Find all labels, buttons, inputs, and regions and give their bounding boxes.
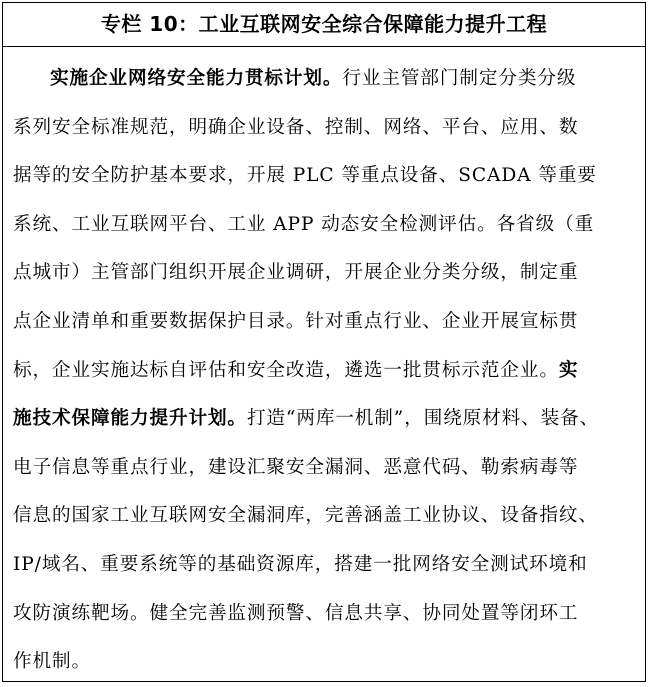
body-line-9 bbox=[13, 444, 635, 493]
line-text: 电子信息等重点行业，建设汇聚安全漏洞、恶意代码、勒索病毒等 bbox=[13, 456, 579, 478]
bold-heading-2-rest: 施技术保障能力提升计划。 bbox=[13, 408, 247, 430]
bold-heading-1: 实施企业网络安全能力贯标计划。 bbox=[50, 68, 343, 89]
line-text: 打造“两库一机制”，围绕原材料、装备、 bbox=[246, 408, 600, 430]
body-line-13 bbox=[13, 638, 635, 687]
column-box bbox=[2, 2, 646, 682]
body-line-12 bbox=[13, 590, 635, 639]
body-line-8 bbox=[13, 395, 635, 444]
line-text: 系列安全标准规范，明确企业设备、控制、网络、平台、应用、数 bbox=[13, 116, 579, 138]
line-text: 标，企业实施达标自评估和安全改造，遴选一批贯标示范企业。 bbox=[13, 359, 559, 381]
body-line-3 bbox=[13, 152, 635, 201]
body-line-1 bbox=[13, 55, 635, 104]
line-text: 系统、工业互联网平台、工业 APP 动态安全检测评估。各省级（重 bbox=[13, 213, 595, 235]
body-line-11 bbox=[13, 541, 635, 590]
column-title: 专栏 10：工业互联网安全综合保障能力提升工程 bbox=[3, 3, 645, 47]
line-text: 据等的安全防护基本要求，开展 PLC 等重点设备、SCADA 等重要 bbox=[13, 165, 597, 187]
line-text: 点企业清单和重要数据保护目录。针对重点行业、企业开展宣标贯 bbox=[13, 310, 579, 332]
line-text: IP/域名、重要系统等的基础资源库，搭建一批网络安全测试环境和 bbox=[13, 553, 588, 575]
line-text: 作机制。 bbox=[13, 651, 91, 673]
column-body bbox=[3, 47, 645, 687]
line-text: 信息的国家工业互联网安全漏洞库，完善涵盖工业协议、设备指纹、 bbox=[13, 505, 598, 527]
body-line-7 bbox=[13, 347, 635, 396]
body-line-4 bbox=[13, 201, 635, 250]
line-text: 行业主管部门制定分类分级 bbox=[342, 68, 577, 89]
line-text: 攻防演练靶场。健全完善监测预警、信息共享、协同处置等闭环工 bbox=[13, 602, 579, 624]
body-line-6 bbox=[13, 298, 635, 347]
bold-heading-2-start: 实 bbox=[558, 359, 579, 381]
line-text: 点城市）主管部门组织开展企业调研，开展企业分类分级，制定重 bbox=[13, 262, 579, 284]
body-line-5 bbox=[13, 249, 635, 298]
body-line-2 bbox=[13, 104, 635, 153]
body-line-10 bbox=[13, 492, 635, 541]
